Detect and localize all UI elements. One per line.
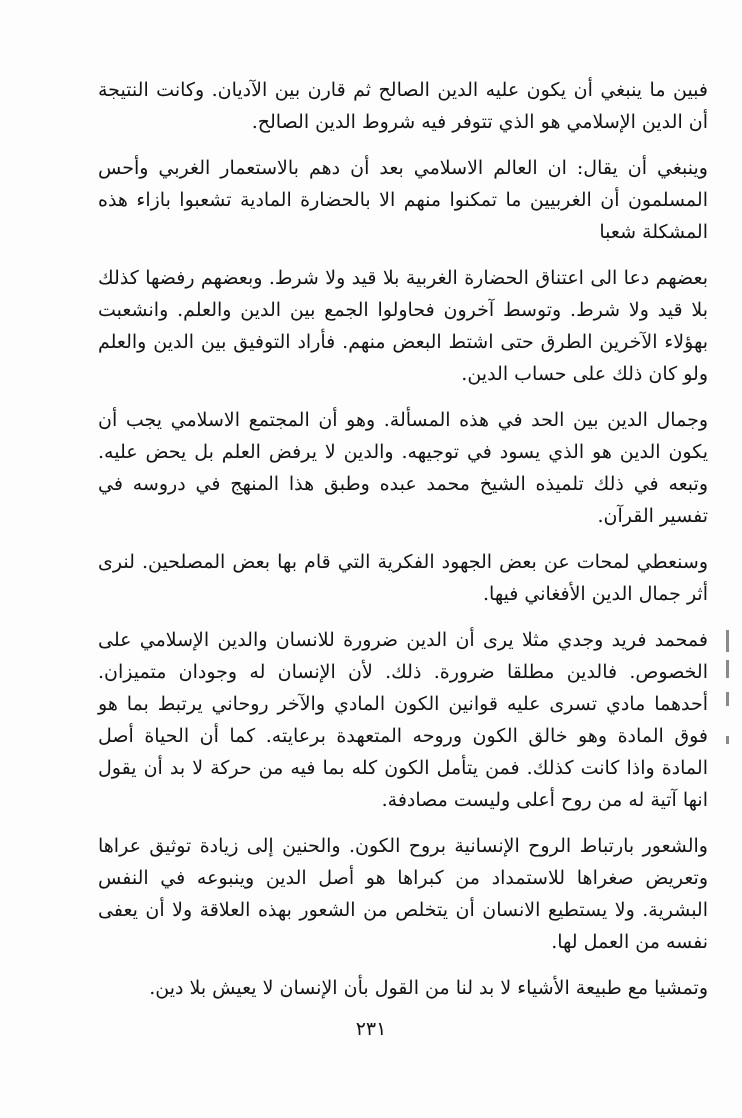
paragraph-6: فمحمد فريد وجدي مثلا يرى أن الدين ضرورة للانسان والدين الإسلامي على الخصوص. فالدين مطلقا ضرورة. ذلك. لأن الإنسان له وجودان متميزان. أحدهما مادي تسرى عليه قوانين الكون المادي والآخر روحاني يرتبط بما هو فوق المادة وهو خالق الكون وروحه المتعهدة برعايته. كما أن الحياة أصل المادة واذا كانت كذلك. فمن يتأمل الكون كله بما فيه من حركة لا بد أن يقول انها آتية له من روح أعلى وليست مصادفة. [98, 629, 708, 811]
scan-edge-mark [726, 660, 729, 678]
paragraph-7: والشعور بارتباط الروح الإنسانية بروح الكون. والحنين إلى زيادة توثيق عراها وتعريض صغراها للاستمداد من كبراها هو أصل الدين وينبوعه في النفس البشرية. ولا يستطيع الانسان أن يتخلص من الشعور بهذه العلاقة ولا أن يعفى نفسه من العمل لها. [98, 835, 708, 953]
body-text [98, 74, 708, 1004]
paragraph-2: وينبغي أن يقال: ان العالم الاسلامي بعد أن دهم بالاستعمار الغربي وأحس المسلمون أن الغربيين ما تمكنوا منهم الا بالحضارة المادية تشعبوا بازاء هذه المشكلة شعبا [98, 157, 708, 243]
paragraph-1: فبين ما ينبغي أن يكون عليه الدين الصالح ثم قارن بين الآديان. وكانت النتيجة أن الدين الإسلامي هو الذي تتوفر فيه شروط الدين الصالح. [98, 79, 708, 133]
page-number: ٢٣١ [355, 1018, 387, 1040]
scan-edge-mark [726, 736, 729, 744]
scan-edge-mark [726, 692, 729, 706]
scan-edge-mark [726, 630, 729, 652]
paragraph-4: وجمال الدين بين الحد في هذه المسألة. وهو أن المجتمع الاسلامي يجب أن يكون الدين هو الذي يسود في توجيهه. والدين لا يرفض العلم بل يحض عليه. وتبعه في ذلك تلميذه الشيخ محمد عبده وطبق هذا المنهج في دروسه في تفسير القرآن. [98, 409, 708, 527]
paragraph-5: وسنعطي لمحات عن بعض الجهود الفكرية التي قام بها بعض المصلحين. لنرى أثر جمال الدين الأفغاني فيها. [98, 551, 708, 605]
paragraph-3: بعضهم دعا الى اعتناق الحضارة الغربية بلا قيد ولا شرط. وبعضهم رفضها كذلك بلا قيد ولا شرط. وتوسط آخرون فحاولوا الجمع بين الدين والعلم. وانشعبت بهؤلاء الآخرين الطرق حتى اشتط البعض منهم. فأراد التوفيق بين الدين والعلم ولو كان ذلك على حساب الدين. [98, 267, 708, 385]
paragraph-8: وتمشيا مع طبيعة الأشياء لا بد لنا من القول بأن الإنسان لا يعيش بلا دين. [149, 977, 708, 999]
